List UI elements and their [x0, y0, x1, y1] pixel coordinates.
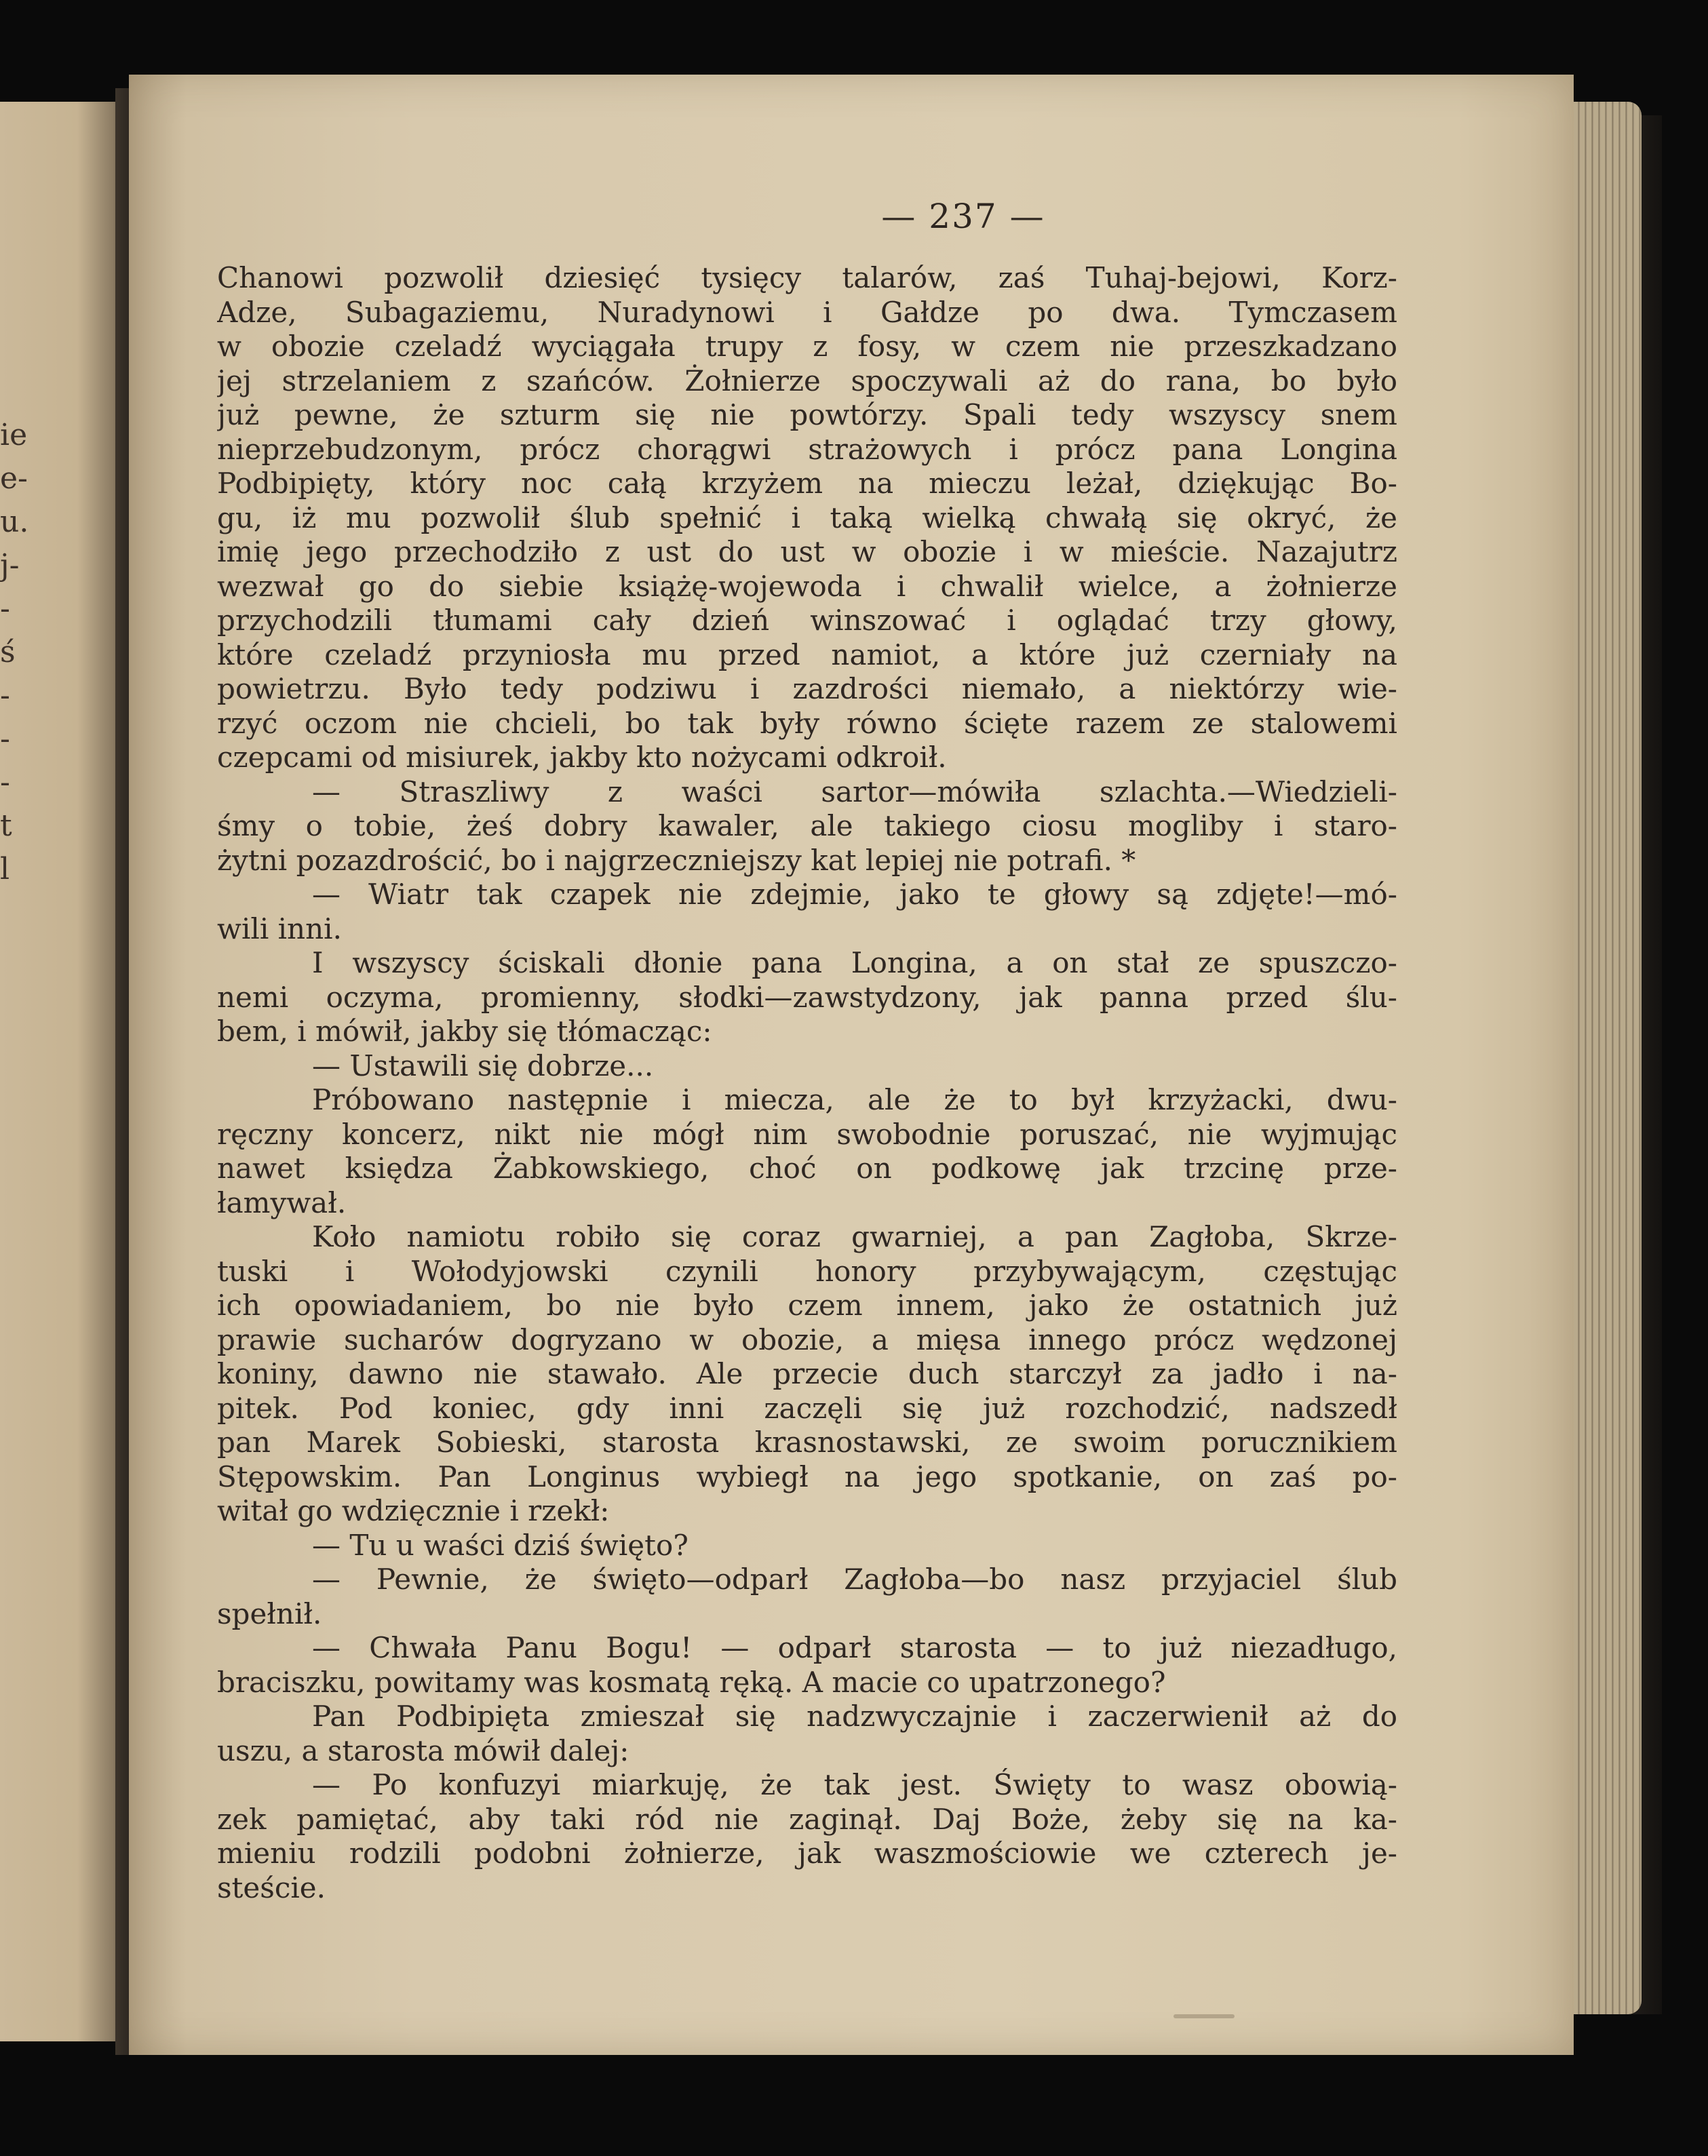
- text-line: śmy o tobie, żeś dobry kawaler, ale takiego ciosu mogliby i staro-: [217, 809, 1397, 842]
- text-line: nemi oczyma, promienny, słodki—zawstydzony, jak panna przed ślu-: [217, 980, 1397, 1014]
- facing-page-text-fragments: [0, 414, 41, 891]
- text-line: prawie sucharów dogryzano w obozie, a mięsa innego prócz wędzonej: [217, 1322, 1397, 1356]
- fragment: -: [0, 722, 10, 756]
- fragment: u.: [0, 505, 29, 539]
- text-line: Chanowi pozwolił dziesięć tysięcy talarów, zaś Tuhaj-bejowi, Korz-: [217, 261, 1397, 294]
- text-line: żytni pozazdrościć, bo i najgrzeczniejszy kat lepiej nie potrafi. *: [217, 843, 1136, 877]
- text-line: wezwał go do siebie książę-wojewoda i chwalił wielce, a żołnierze: [217, 569, 1397, 603]
- text-line: rzyć oczom nie chcieli, bo tak były równo ścięte razem ze stalowemi: [217, 706, 1397, 740]
- fragment: l: [0, 852, 10, 886]
- text-line: — Pewnie, że święto—odparł Zagłoba—bo nasz przyjaciel ślub: [312, 1563, 1397, 1596]
- page-mark: [1173, 2014, 1235, 2018]
- text-line: pitek. Pod koniec, gdy inni zaczęli się już rozchodzić, nadszedł: [217, 1391, 1397, 1425]
- text-line: I wszyscy ściskali dłonie pana Longina, a on stał ze spuszczo-: [312, 946, 1397, 979]
- text-line: gu, iż mu pozwolił ślub spełnić i taką wielką chwałą się okryć, że: [217, 501, 1397, 534]
- fragment: ś: [0, 635, 16, 669]
- text-line: przychodzili tłumami cały dzień winszować i oglądać trzy głowy,: [217, 604, 1397, 637]
- text-line: — Ustawili się dobrze...: [312, 1048, 654, 1082]
- text-line: wili inni.: [217, 912, 342, 945]
- fragment: ie: [0, 418, 28, 452]
- text-line: zek pamiętać, aby taki ród nie zaginął. Daj Boże, żeby się na ka-: [217, 1802, 1397, 1836]
- text-line: jej strzelaniem z szańców. Żołnierze spoczywali aż do rana, bo było: [217, 364, 1397, 397]
- text-line: już pewne, że szturm się nie powtórzy. Spali tedy wszyscy snem: [217, 398, 1397, 431]
- fragment: e-: [0, 461, 28, 496]
- page-number: — 237 —: [881, 197, 1045, 236]
- text-line: mieniu rodzili podobni żołnierze, jak waszmościowie we czterech je-: [217, 1837, 1397, 1870]
- text-line: powietrzu. Było tedy podziwu i zazdrości niemało, a niektórzy wie-: [217, 672, 1397, 705]
- text-line: Pan Podbipięta zmieszał się nadzwyczajnie i zaczerwienił aż do: [312, 1700, 1397, 1733]
- text-line: imię jego przechodziło z ust do ust w obozie i w mieście. Nazajutrz: [217, 535, 1397, 568]
- fragment: t: [0, 808, 12, 843]
- text-line: nieprzebudzonym, prócz chorągwi strażowych i prócz pana Longina: [217, 432, 1397, 466]
- text-line: Próbowano następnie i miecza, ale że to był krzyżacki, dwu-: [312, 1083, 1397, 1116]
- text-line: pan Marek Sobieski, starosta krasnostawski, ze swoim porucznikiem: [217, 1426, 1397, 1459]
- text-line: uszu, a starosta mówił dalej:: [217, 1733, 629, 1767]
- text-line: ich opowiadaniem, bo nie było czem innem, jako że ostatnich już: [217, 1289, 1397, 1322]
- text-line: — Straszliwy z waści sartor—mówiła szlachta.—Wiedzieli-: [312, 775, 1397, 808]
- page-text: [217, 261, 1397, 1905]
- fragment: -: [0, 678, 10, 713]
- text-line: Koło namiotu robiło się coraz gwarniej, a pan Zagłoba, Skrze-: [312, 1220, 1397, 1253]
- text-line: Podbipięty, który noc całą krzyżem na mieczu leżał, dziękując Bo-: [217, 467, 1397, 500]
- text-line: czepcami od misiurek, jakby kto nożycami odkroił.: [217, 741, 947, 774]
- text-line: — Wiatr tak czapek nie zdejmie, jako te głowy są zdjęte!—mó-: [312, 878, 1397, 911]
- text-line: łamywał.: [217, 1185, 347, 1219]
- fragment: -: [0, 765, 10, 800]
- fragment: j-: [0, 548, 20, 583]
- text-line: — Chwała Panu Bogu! — odparł starosta — to już niezadługo,: [312, 1631, 1397, 1664]
- text-line: Adze, Subagaziemu, Nuradynowi i Gałdze po dwa. Tymczasem: [217, 295, 1397, 329]
- text-line: steście.: [217, 1870, 326, 1904]
- text-line: spełnił.: [217, 1596, 322, 1630]
- facing-page-left: [0, 102, 129, 2041]
- text-line: koniny, dawno nie stawało. Ale przecie duch starczył za jadło i na-: [217, 1357, 1397, 1390]
- text-line: bem, i mówił, jakby się tłómacząc:: [217, 1015, 712, 1048]
- text-line: braciszku, powitamy was kosmatą ręką. A macie co upatrzonego?: [217, 1665, 1166, 1699]
- text-line: — Po konfuzyi miarkuję, że tak jest. Święty to wasz obowią-: [312, 1768, 1397, 1801]
- text-line: witał go wdzięcznie i rzekł:: [217, 1494, 610, 1527]
- text-line: — Tu u waści dziś święto?: [312, 1528, 688, 1562]
- text-line: tuski i Wołodyjowski czynili honory przybywającym, częstując: [217, 1254, 1397, 1288]
- text-line: w obozie czeladź wyciągała trupy z fosy, w czem nie przeszkadzano: [217, 330, 1397, 363]
- text-line: ręczny koncerz, nikt nie mógł nim swobodnie poruszać, nie wyjmując: [217, 1117, 1397, 1151]
- text-line: które czeladź przyniosła mu przed namiot, a które już czerniały na: [217, 638, 1397, 671]
- fragment: -: [0, 591, 10, 626]
- text-line: nawet księdza Żabkowskiego, choć on podkowę jak trzcinę prze-: [217, 1152, 1397, 1185]
- text-line: Stępowskim. Pan Longinus wybiegł na jego spotkanie, on zaś po-: [217, 1459, 1397, 1493]
